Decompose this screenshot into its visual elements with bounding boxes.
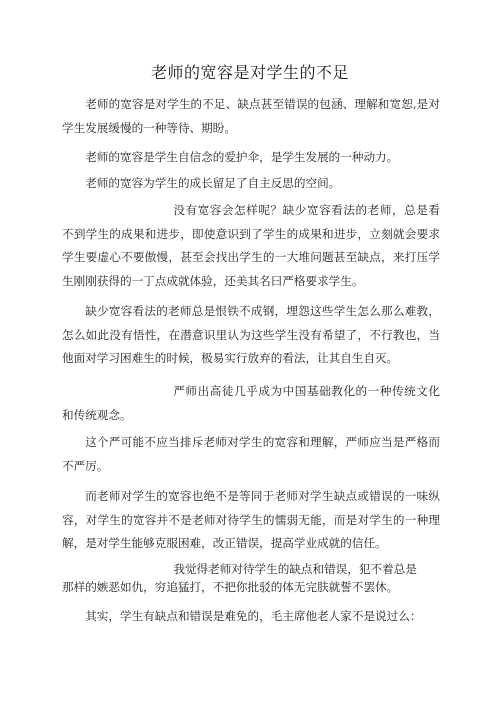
paragraph-9-line-1: 我觉得老师对待学生的缺点和错误，犯不着总是 [173,562,417,576]
paragraph-1: 老师的宽容是对学生的不足、缺点甚至错误的包涵、理解和宽恕,是对学生发展缓慢的一种等待、期盼。 [62,97,440,135]
paragraph-2: 老师的宽容是学生自信念的爱护伞，是学生发展的一种动力。 [85,150,399,164]
paragraph-6: 严师出高徒几乎成为中国基础教化的一种传统文化和传统观念。 [62,384,440,422]
page-title: 老师的宽容是对学生的不足 [150,63,349,82]
paragraph-7: 这个严可能不应当排斥老师对学生的宽容和理解，严师应当是严格而不严厉。 [62,435,440,473]
paragraph-5: 缺少宽容看法的老师总是恨铁不成钢，埋怨这些学生怎么那么难教，怎么如此没有悟性，在潜意识里认为这些学生没有希望了，不行教也，当他面对学习困难生的时候，极易实行放弃的看法，让其自生自灭。 [62,304,440,365]
paragraph-10: 其实，学生有缺点和错误是难免的，毛主席他老人家不是说过么： [85,609,422,623]
paragraph-3: 老师的宽容为学生的成长留足了自主反思的空间。 [85,176,341,190]
paragraph-4: 没有宽容会怎样呢？缺少宽容看法的老师，总是看不到学生的成果和进步，即使意识到了学生的成果和进步，立刻就会要求学生要虚心不要傲慢，甚至会找出学生的一大堆问题甚至缺点，来打压学生刚刚获得的一丁点成就体验，还美其名曰严格要求学生。 [62,203,440,288]
paragraph-9-line-2: 那样的嫉恶如仇，穷追猛打，不把你批驳的体无完肤就誓不罢休。 [62,580,399,594]
paragraph-8: 而老师对学生的宽容也绝不是等同于老师对学生缺点或错误的一味纵容，对学生的宽容并不是老师对待学生的懦弱无能，而是对学生的一种理解，是对学生能够克服困难，改正错误，提高学业成就的信任。 [62,489,440,550]
